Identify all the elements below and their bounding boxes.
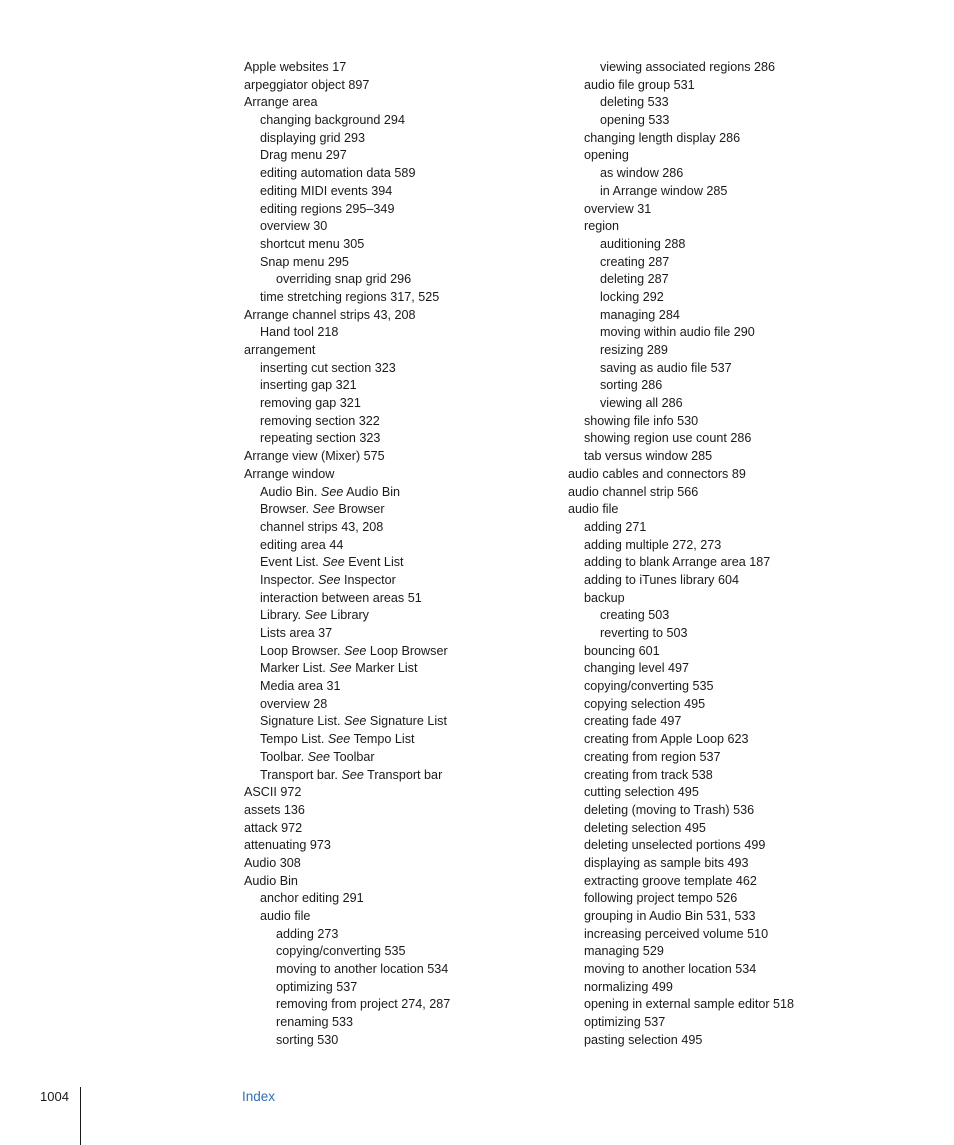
index-entry: [568, 236, 888, 254]
index-entry: [568, 501, 888, 519]
index-entry-text: audio file group 531: [584, 77, 695, 92]
index-entry-text: Arrange window: [244, 466, 335, 481]
index-entry-text: extracting groove template 462: [584, 873, 757, 888]
index-entry: [244, 501, 564, 519]
index-entry: [244, 607, 564, 625]
index-entry-text: attenuating 973: [244, 838, 331, 853]
index-entry: [568, 767, 888, 785]
index-entry-text: changing level 497: [584, 661, 690, 676]
index-entry: [568, 926, 888, 944]
index-entry: [568, 484, 888, 502]
index-entry: [568, 307, 888, 325]
index-entry: [244, 926, 564, 944]
index-entry: [568, 324, 888, 342]
index-entry-text: deleting selection 495: [584, 820, 706, 835]
index-entry: [244, 430, 564, 448]
index-entry: [244, 413, 564, 431]
index-entry-text: managing 529: [584, 944, 664, 959]
see-reference: See: [307, 749, 331, 764]
index-entry: [244, 802, 564, 820]
index-entry-text: channel strips 43, 208: [260, 519, 384, 534]
index-entry-text: auditioning 288: [600, 236, 686, 251]
see-target: Inspector: [340, 572, 396, 587]
index-entry: [244, 696, 564, 714]
index-entry: [568, 908, 888, 926]
index-entry-text: audio file: [568, 502, 619, 517]
index-entry: [244, 307, 564, 325]
index-entry-text: assets 136: [244, 802, 305, 817]
index-entry-text: repeating section 323: [260, 431, 381, 446]
index-entry-text: Audio Bin: [244, 873, 298, 888]
index-entry-text: removing from project 274, 287: [276, 997, 451, 1012]
index-entry-text: copying selection 495: [584, 696, 706, 711]
index-entry-text: moving to another location 534: [276, 962, 449, 977]
index-entry: [568, 837, 888, 855]
index-entry: [568, 820, 888, 838]
index-entry: [568, 94, 888, 112]
index-entry: [568, 943, 888, 961]
index-entry: [244, 890, 564, 908]
index-entry-text: adding multiple 272, 273: [584, 537, 722, 552]
index-entry-text: editing MIDI events 394: [260, 183, 393, 198]
index-entry-text: audio channel strip 566: [568, 484, 699, 499]
index-entry-text: overview 31: [584, 201, 652, 216]
index-entry: [244, 537, 564, 555]
index-entry: [244, 590, 564, 608]
index-entry: [244, 908, 564, 926]
see-reference: See: [329, 661, 352, 676]
index-entry-text: normalizing 499: [584, 979, 673, 994]
index-entry: [568, 342, 888, 360]
see-reference: See: [304, 608, 327, 623]
index-entry: [244, 271, 564, 289]
index-entry-text: Loop Browser.: [260, 643, 345, 658]
index-entry: [568, 147, 888, 165]
index-entry: [568, 572, 888, 590]
index-entry-text: cutting selection 495: [584, 785, 699, 800]
index-entry-text: arpeggiator object 897: [244, 77, 370, 92]
index-entry-text: Browser.: [260, 502, 313, 517]
see-target: Toolbar: [330, 749, 375, 764]
index-entry-text: Library.: [260, 608, 305, 623]
see-reference: See: [318, 572, 341, 587]
index-entry: [244, 943, 564, 961]
index-entry: [568, 625, 888, 643]
index-entry-text: backup: [584, 590, 625, 605]
index-entry: [244, 961, 564, 979]
index-entry: [244, 218, 564, 236]
index-entry: [568, 537, 888, 555]
index-entry: [244, 147, 564, 165]
index-entry: [568, 201, 888, 219]
see-target: Browser: [334, 502, 385, 517]
index-entry-text: overview 28: [260, 696, 328, 711]
index-entry: [244, 678, 564, 696]
index-entry-text: Media area 31: [260, 679, 341, 694]
index-entry: [244, 1014, 564, 1032]
index-entry-text: increasing perceived volume 510: [584, 926, 769, 941]
index-column-right: [568, 59, 888, 1050]
index-entry: [244, 324, 564, 342]
index-entry-text: resizing 289: [600, 343, 668, 357]
section-link[interactable]: Index: [242, 1089, 276, 1104]
index-entry: [244, 94, 564, 112]
index-entry-text: deleting unselected portions 499: [584, 838, 766, 853]
index-entry-text: audio cables and connectors 89: [568, 466, 746, 481]
index-entry: [244, 183, 564, 201]
index-entry: [244, 342, 564, 360]
index-entry-text: overriding snap grid 296: [276, 272, 412, 287]
index-entry: [568, 784, 888, 802]
index-entry-text: editing area 44: [260, 537, 344, 552]
index-entry-text: in Arrange window 285: [600, 183, 728, 198]
see-reference: See: [320, 484, 344, 499]
index-entry-text: adding 271: [584, 519, 647, 534]
index-entry: [244, 112, 564, 130]
see-target: Tempo List: [350, 732, 415, 747]
index-entry-text: moving within audio file 290: [600, 325, 755, 340]
index-entry: [568, 855, 888, 873]
index-entry-text: displaying as sample bits 493: [584, 855, 749, 870]
index-entry: [244, 254, 564, 272]
index-entry: [568, 873, 888, 891]
index-entry-text: displaying grid 293: [260, 130, 366, 145]
index-entry: [568, 713, 888, 731]
index-entry: [568, 802, 888, 820]
index-entry: [568, 448, 888, 466]
index-entry: [244, 59, 564, 77]
index-entry: [244, 979, 564, 997]
see-reference: See: [312, 502, 335, 517]
index-entry-text: attack 972: [244, 820, 303, 835]
index-entry-text: sorting 286: [600, 378, 663, 393]
index-entry: [568, 696, 888, 714]
index-entry: [244, 395, 564, 413]
index-entry-text: arrangement: [244, 343, 316, 357]
index-entry-text: creating fade 497: [584, 714, 682, 729]
index-entry-text: managing 284: [600, 307, 680, 322]
index-entry: [244, 448, 564, 466]
index-entry-text: region: [584, 219, 620, 234]
index-entry-text: copying/converting 535: [276, 944, 406, 959]
index-entry: [244, 767, 564, 785]
index-entry: [244, 625, 564, 643]
index-entry-text: opening: [584, 148, 629, 163]
index-entry: [568, 430, 888, 448]
index-column-left: [244, 59, 564, 1050]
index-entry-text: optimizing 537: [584, 1015, 666, 1030]
index-entry-text: viewing all 286: [600, 396, 683, 411]
index-entry: [568, 731, 888, 749]
index-entry-text: bouncing 601: [584, 643, 660, 658]
index-entry-text: Hand tool 218: [260, 325, 339, 340]
see-target: Marker List: [351, 661, 418, 676]
index-entry: [244, 130, 564, 148]
index-entry: [244, 820, 564, 838]
index-entry-text: sorting 530: [276, 1032, 339, 1047]
page-number: 1004: [40, 1089, 69, 1104]
index-entry-text: ASCII 972: [244, 785, 302, 800]
index-entry: [568, 961, 888, 979]
index-entry-text: Lists area 37: [260, 626, 333, 640]
index-entry: [568, 996, 888, 1014]
index-entry: [244, 519, 564, 537]
index-entry: [244, 713, 564, 731]
index-entry: [244, 77, 564, 95]
index-entry-text: Audio Bin.: [260, 484, 321, 499]
index-entry-text: deleting 287: [600, 272, 669, 287]
index-entry-text: inserting cut section 323: [260, 360, 396, 375]
index-entry-text: changing background 294: [260, 113, 405, 128]
index-entry-text: Transport bar.: [260, 767, 342, 782]
index-entry-text: removing section 322: [260, 413, 380, 428]
index-entry: [568, 643, 888, 661]
index-entry: [244, 1032, 564, 1050]
index-entry: [568, 1014, 888, 1032]
index-entry-text: Snap menu 295: [260, 254, 349, 269]
index-entry-text: Arrange channel strips 43, 208: [244, 307, 416, 322]
index-entry: [568, 466, 888, 484]
index-entry-text: moving to another location 534: [584, 962, 757, 977]
index-entry: [568, 1032, 888, 1050]
index-entry: [568, 749, 888, 767]
index-entry-text: inserting gap 321: [260, 378, 357, 393]
index-entry: [244, 784, 564, 802]
index-entry-text: creating from Apple Loop 623: [584, 732, 749, 747]
index-entry: [568, 59, 888, 77]
index-entry-text: Inspector.: [260, 572, 319, 587]
index-entry-text: Arrange area: [244, 95, 318, 110]
index-entry: [568, 218, 888, 236]
see-reference: See: [322, 555, 345, 570]
index-entry-text: tab versus window 285: [584, 449, 713, 464]
see-target: Library: [326, 608, 369, 623]
index-entry: [568, 254, 888, 272]
see-target: Audio Bin: [343, 484, 401, 499]
index-entry: [568, 890, 888, 908]
index-entry: [568, 130, 888, 148]
footer-divider: [80, 1087, 81, 1145]
index-entry-text: opening in external sample editor 518: [584, 997, 795, 1012]
see-target: Signature List: [366, 714, 447, 729]
see-reference: See: [344, 643, 367, 658]
index-entry: [568, 165, 888, 183]
index-entry-text: copying/converting 535: [584, 679, 714, 694]
index-entry-text: saving as audio file 537: [600, 360, 732, 375]
index-entry: [568, 360, 888, 378]
index-entry-text: opening 533: [600, 113, 670, 128]
index-entry-text: Marker List.: [260, 661, 330, 676]
index-entry: [244, 873, 564, 891]
index-entry-text: viewing associated regions 286: [600, 60, 776, 74]
index-entry-text: creating 287: [600, 254, 670, 269]
index-entry: [568, 271, 888, 289]
index-entry: [568, 554, 888, 572]
index-entry-text: locking 292: [600, 289, 664, 304]
index-entry: [568, 678, 888, 696]
index-entry-text: showing file info 530: [584, 413, 699, 428]
index-entry-text: adding to iTunes library 604: [584, 572, 739, 587]
index-entry-text: editing regions 295–349: [260, 201, 395, 216]
index-entry-text: Event List.: [260, 555, 323, 570]
index-entry-text: as window 286: [600, 166, 684, 181]
index-entry-text: pasting selection 495: [584, 1032, 703, 1047]
index-entry-text: overview 30: [260, 219, 328, 234]
index-entry: [244, 660, 564, 678]
index-entry-text: changing length display 286: [584, 130, 741, 145]
index-entry-text: deleting (moving to Trash) 536: [584, 802, 755, 817]
index-entry: [244, 837, 564, 855]
index-entry: [244, 466, 564, 484]
index-entry: [244, 360, 564, 378]
see-reference: See: [341, 767, 364, 782]
index-entry-text: deleting 533: [600, 95, 669, 110]
index-entry-text: Signature List.: [260, 714, 345, 729]
index-entry: [568, 77, 888, 95]
index-entry: [568, 377, 888, 395]
index-entry-text: optimizing 537: [276, 979, 358, 994]
index-entry: [244, 165, 564, 183]
index-entry-text: Drag menu 297: [260, 148, 347, 163]
index-entry-text: Toolbar.: [260, 749, 308, 764]
index-entry-text: creating 503: [600, 608, 670, 623]
index-entry: [244, 731, 564, 749]
index-entry-text: Arrange view (Mixer) 575: [244, 449, 385, 464]
index-entry-text: creating from track 538: [584, 767, 713, 782]
index-entry: [568, 590, 888, 608]
index-entry: [244, 572, 564, 590]
see-target: Transport bar: [363, 767, 443, 782]
index-entry-text: grouping in Audio Bin 531, 533: [584, 909, 756, 923]
see-target: Loop Browser: [366, 643, 448, 658]
index-entry-text: removing gap 321: [260, 396, 361, 411]
index-entry: [244, 484, 564, 502]
index-entry: [244, 996, 564, 1014]
index-entry-text: anchor editing 291: [260, 891, 364, 906]
index-entry-text: interaction between areas 51: [260, 590, 422, 605]
index-entry-text: Tempo List.: [260, 732, 328, 747]
index-entry: [244, 554, 564, 572]
index-entry: [568, 289, 888, 307]
index-entry: [244, 643, 564, 661]
index-entry: [568, 183, 888, 201]
index-entry-text: shortcut menu 305: [260, 236, 365, 251]
index-entry: [244, 855, 564, 873]
index-entry: [568, 660, 888, 678]
index-entry: [568, 979, 888, 997]
index-entry-text: Apple websites 17: [244, 60, 347, 74]
index-entry-text: adding 273: [276, 926, 339, 941]
index-entry-text: showing region use count 286: [584, 431, 752, 446]
index-entry: [244, 377, 564, 395]
index-entry: [244, 289, 564, 307]
index-entry-text: following project tempo 526: [584, 891, 738, 906]
index-entry: [568, 607, 888, 625]
index-entry: [244, 201, 564, 219]
index-entry: [568, 519, 888, 537]
index-entry: [244, 236, 564, 254]
index-entry: [568, 413, 888, 431]
index-entry-text: Audio 308: [244, 855, 301, 870]
index-entry: [568, 112, 888, 130]
index-entry-text: editing automation data 589: [260, 166, 416, 181]
index-entry-text: creating from region 537: [584, 749, 721, 764]
see-reference: See: [327, 732, 351, 747]
index-entry-text: renaming 533: [276, 1015, 354, 1030]
index-entry-text: adding to blank Arrange area 187: [584, 555, 771, 570]
index-entry-text: reverting to 503: [600, 626, 688, 640]
see-reference: See: [344, 714, 367, 729]
index-entry-text: time stretching regions 317, 525: [260, 289, 440, 304]
index-entry: [568, 395, 888, 413]
index-entry-text: audio file: [260, 909, 311, 923]
index-entry: [244, 749, 564, 767]
see-target: Event List: [344, 555, 404, 570]
